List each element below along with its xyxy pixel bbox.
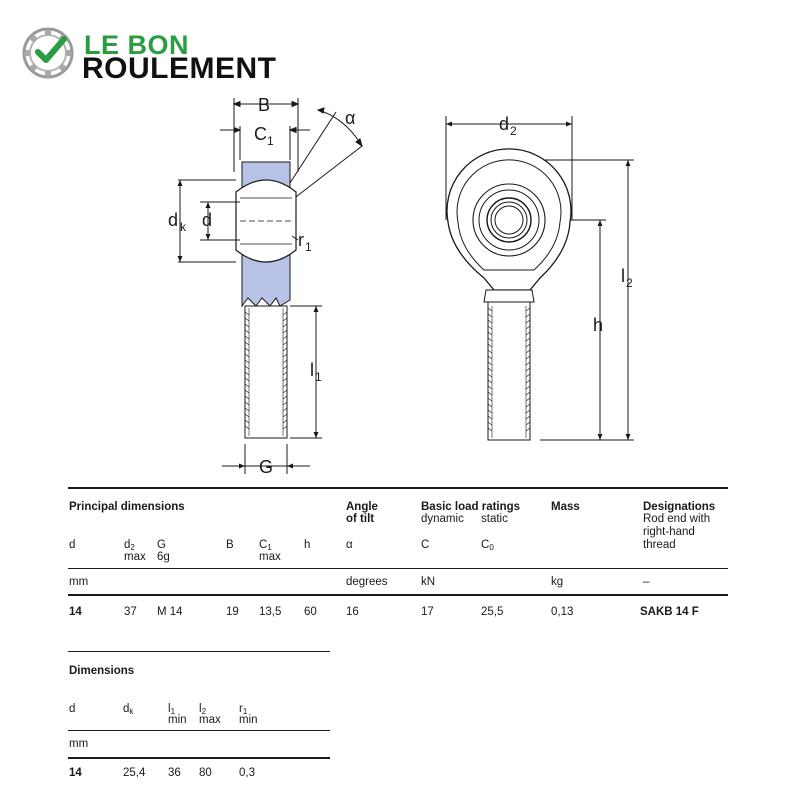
label-l1-sub: 1 (315, 370, 322, 384)
header-angle-line2: of tilt (346, 513, 375, 525)
label-h: h (593, 315, 604, 335)
label-r1: r (298, 230, 304, 250)
row-h: 60 (304, 606, 317, 618)
label-d: d (202, 210, 213, 230)
label-d2-sub: 2 (510, 124, 517, 138)
header-designations: Designations (643, 501, 716, 513)
row-C1: 13,5 (259, 606, 282, 618)
row-B: 19 (226, 606, 239, 618)
label-G: G (259, 457, 274, 477)
label-l1: l (310, 360, 314, 380)
unit-mm: mm (69, 576, 89, 588)
row-C0: 25,5 (481, 606, 504, 618)
col-C1-qualifier: max (259, 551, 281, 563)
row-alpha: 16 (346, 606, 359, 618)
dim-col-d: d (69, 703, 76, 715)
dimensions-data-rule (68, 757, 330, 759)
dim-col-l1-qualifier: min (168, 714, 187, 726)
header-angle-line1: Angle (346, 501, 378, 513)
header-mass: Mass (551, 501, 580, 513)
row-C: 17 (421, 606, 434, 618)
label-dk: d (168, 210, 179, 230)
col-C1-symbol: C (259, 539, 268, 551)
dimensions-top-rule (68, 651, 330, 652)
col-d2-qualifier: max (124, 551, 146, 563)
col-B: B (226, 539, 234, 551)
logo-text-bottom: ROULEMENT (82, 52, 277, 85)
label-C1: C (254, 124, 267, 144)
header-desig-sub2: right-hand (643, 526, 695, 538)
col-C: C (421, 539, 430, 551)
header-basic-load-ratings: Basic load ratings (421, 501, 521, 513)
dim-col-r1-qualifier: min (239, 714, 258, 726)
logo-text-top: LE BON (84, 30, 190, 60)
dim-col-r1-sub: 1 (242, 707, 248, 716)
header-load-static: static (481, 513, 508, 525)
dimensions-units-rule (68, 730, 330, 731)
dim-row-r1: 0,3 (239, 767, 255, 779)
dim-row-l1: 36 (168, 767, 181, 779)
header-desig-sub3: thread (643, 539, 676, 551)
dim-unit-mm: mm (69, 738, 89, 750)
row-d2: 37 (124, 606, 137, 618)
dimensions-title: Dimensions (69, 665, 135, 677)
dim-col-l2-symbol: l (199, 703, 202, 715)
unit-degrees: degrees (346, 576, 388, 588)
dim-row-l2: 80 (199, 767, 212, 779)
dim-col-dk (123, 703, 133, 718)
unit-kg: kg (551, 576, 564, 588)
row-G: M 14 (157, 606, 183, 618)
dim-col-dk-symbol: d (123, 703, 130, 715)
dim-col-r1-symbol: r (239, 703, 243, 715)
header-principal-dimensions: Principal dimensions (69, 501, 185, 513)
row-mass: 0,13 (551, 606, 574, 618)
col-C0-sub: 0 (489, 543, 494, 552)
row-d: 14 (69, 606, 82, 618)
label-l2-sub: 2 (626, 276, 633, 290)
col-d2-symbol: d (124, 539, 131, 551)
col-G-qualifier: 6g (157, 551, 170, 563)
label-l2: l (621, 266, 625, 286)
col-alpha: α (346, 539, 353, 551)
unit-designation: – (643, 576, 650, 588)
dim-col-l2-qualifier: max (199, 714, 221, 726)
label-d2: d (499, 114, 510, 134)
dim-col-l1-sub: 1 (170, 707, 176, 716)
col-d2-sub: 2 (130, 543, 135, 552)
label-C1-sub: 1 (267, 134, 274, 148)
col-C1-sub: 1 (267, 543, 272, 552)
dim-col-l1-symbol: l (168, 703, 171, 715)
col-d: d (69, 539, 76, 551)
label-alpha: α (345, 108, 356, 128)
label-dk-sub: k (180, 220, 186, 234)
dim-col-dk-sub: k (129, 707, 134, 716)
dim-row-d: 14 (69, 767, 82, 779)
label-B: B (258, 95, 271, 115)
header-load-dynamic: dynamic (421, 513, 464, 525)
header-desig-sub1: Rod end with (643, 513, 711, 525)
label-r1-sub: 1 (305, 240, 312, 254)
unit-kn: kN (421, 576, 436, 588)
row-designation: SAKB 14 F (640, 606, 699, 618)
col-G: G (157, 539, 166, 551)
dim-row-dk: 25,4 (123, 767, 146, 779)
col-C0-symbol: C (481, 539, 490, 551)
dim-col-l2-sub: 2 (201, 707, 207, 716)
col-h: h (304, 539, 311, 551)
